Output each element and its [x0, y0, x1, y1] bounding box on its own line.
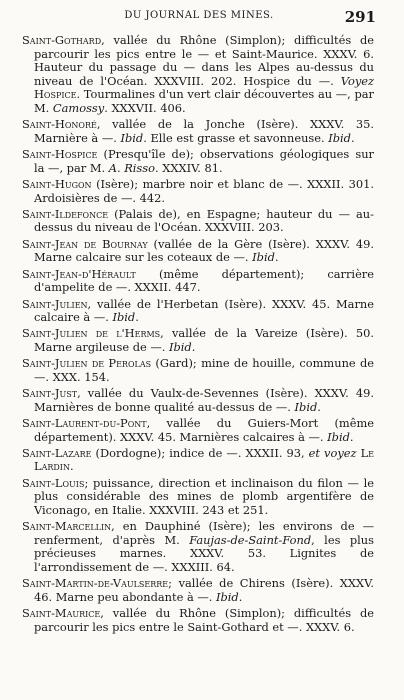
entry-italic-text: Ibid: [216, 589, 239, 604]
index-entry: [22, 520, 374, 574]
entry-text: ; puissance, direction et inclinaison du filon — le plus considérable des mines de plomb argentifère de Viconago, en Italie. XXXVIII. 243 et 251.: [34, 475, 374, 517]
entry-text: , vallée du Guiers-Mort (même département). XXXV. 45. Marnières calcaires à —.: [34, 416, 374, 444]
index-entry: [22, 34, 374, 116]
entry-italic-text: Ibid: [294, 399, 318, 414]
index-entries: [22, 34, 374, 637]
index-entry: [22, 178, 374, 205]
entry-head-word: Saint-Louis: [22, 475, 85, 490]
index-entry: [22, 387, 374, 414]
entry-head-word: Saint-Gothard: [22, 33, 102, 47]
entry-text: (même département); carrière d'ampelite de —. XXXII. 447.: [34, 266, 374, 295]
entry-italic-text: Camossy: [52, 100, 105, 115]
entry-text: , vallée de la Jonche (Isère). XXXV. 35. Marnière à —.: [34, 117, 374, 145]
entry-head-word: Saint-Julien: [22, 296, 88, 311]
entry-head-word: Saint-Laurent-du-Pont: [22, 416, 147, 430]
entry-text: ; vallée de Chirens (Isère). XXXV. 46. Marne peu abondante à —.: [34, 576, 374, 604]
entry-italic-text: Voyez: [340, 73, 374, 88]
index-entry: [22, 118, 374, 145]
index-entry: [22, 607, 374, 634]
index-entry: [22, 327, 374, 354]
entry-text: .: [135, 310, 139, 325]
entry-cross-reference: Hospice: [34, 87, 77, 102]
entry-head-word: Saint-Jean de Bournay: [22, 236, 148, 251]
entry-text: . XXXIV. 81.: [155, 160, 223, 175]
running-head: [22, 8, 376, 28]
entry-cross-reference: Le Lardin: [34, 445, 374, 474]
entry-head-word: Saint-Ildefonce: [22, 206, 109, 221]
index-entry: [22, 298, 374, 325]
entry-text: . Elle est grasse et savonneuse.: [143, 130, 329, 145]
entry-italic-text: Ibid: [120, 130, 144, 145]
index-entry: [22, 208, 374, 235]
entry-text: (Palais de), en Espagne; hauteur du — au-dessus du niveau de l'Océan. XXXVIII. 203.: [34, 206, 374, 235]
entry-text: , vallée du Rhône (Simplon); difficultés de parcourir les pics entre le — et Saint-Maurice. XXXV. 6. Hauteur du passage du — dans les Alpes au-dessus du niveau de l'Océan. XXXVIII. 202. Hospice du —.: [34, 33, 374, 88]
index-entry: [22, 417, 374, 444]
entry-head-word: Saint-Jean-d'Hérault: [22, 266, 136, 281]
index-entry: [22, 447, 374, 474]
entry-text: .: [69, 459, 74, 474]
entry-head-word: Saint-Martin-de-Vaulserre: [22, 576, 169, 591]
entry-text: , les plus précieuses marnes. XXXV. 53. Lignites de l'arrondissement de —. XXXIII. 64.: [34, 532, 374, 574]
index-entry: [22, 577, 374, 604]
entry-head-word: Saint-Hugon: [22, 177, 92, 191]
running-title: DU JOURNAL DES MINES.: [124, 10, 274, 21]
entry-text: . XXXVII. 406.: [104, 100, 186, 115]
index-entry: [22, 357, 374, 384]
entry-italic-text: et voyez: [308, 445, 357, 460]
entry-head-word: Saint-Julien de l'Herms: [22, 326, 161, 341]
entry-text: .: [238, 589, 243, 604]
entry-italic-text: Ibid: [252, 250, 275, 265]
entry-text: (Presqu'île de); observations géologiques sur la —, par M.: [34, 147, 374, 175]
page-number: 291: [344, 8, 376, 26]
entry-text: (Dordogne); indice de —. XXXII. 93,: [91, 445, 309, 460]
entry-text: (Gard); mine de houille, commune de —. XXX. 154.: [34, 356, 374, 384]
entry-text: .: [350, 130, 355, 145]
entry-head-word: Saint-Hospice: [22, 147, 98, 162]
entry-text: , vallée de la Vareize (Isère). 50. Marne argileuse de —.: [34, 326, 374, 354]
entry-head-word: Saint-Marcellin: [22, 519, 112, 534]
index-entry: [22, 238, 374, 265]
entry-text: , vallée du Vaulx-de-Sevennes (Isère). XXXV. 49. Marnières de bonne qualité au-dessus de —.: [34, 386, 374, 414]
entry-head-word: Saint-Just: [22, 386, 78, 401]
entry-text: , en Dauphiné (Isère); les environs de — renferment, d'après M.: [34, 519, 374, 547]
entry-text: .: [349, 429, 354, 444]
entry-text: , vallée de l'Herbetan (Isère). XXXV. 45. Marne calcaire à —.: [34, 296, 374, 325]
entry-head-word: Saint-Maurice: [22, 606, 101, 621]
entry-text: .: [317, 399, 321, 414]
entry-italic-text: A. Risso: [108, 160, 155, 175]
index-entry: [22, 477, 374, 518]
entry-text: .: [274, 250, 279, 265]
entry-italic-text: Ibid: [168, 339, 192, 354]
entry-italic-text: Faujas-de-Saint-Fond: [189, 532, 312, 547]
entry-italic-text: Ibid: [112, 310, 136, 325]
entry-head-word: Saint-Lazare: [22, 445, 92, 460]
index-entry: [22, 268, 374, 295]
entry-text: (Isère); marbre noir et blanc de —. XXXII. 301. Ardoisières de —. 442.: [34, 177, 374, 205]
entry-italic-text: Ibid: [327, 429, 350, 444]
index-entry: [22, 148, 374, 175]
entry-text: . Tourmalines d'un vert clair découvertes au —, par M.: [34, 87, 374, 115]
entry-text: .: [191, 339, 196, 354]
entry-head-word: Saint-Julien de Perolas: [22, 356, 152, 371]
entry-text: , vallée du Rhône (Simplon); difficultés de parcourir les pics entre le Saint-Gothard et —. XXXV. 6.: [34, 606, 374, 634]
entry-italic-text: Ibid: [328, 130, 351, 145]
entry-head-word: Saint-Honoré: [22, 117, 97, 132]
entry-text: (vallée de la Gère (Isère). XXXV. 49. Marne calcaire sur les coteaux de —.: [34, 236, 374, 265]
